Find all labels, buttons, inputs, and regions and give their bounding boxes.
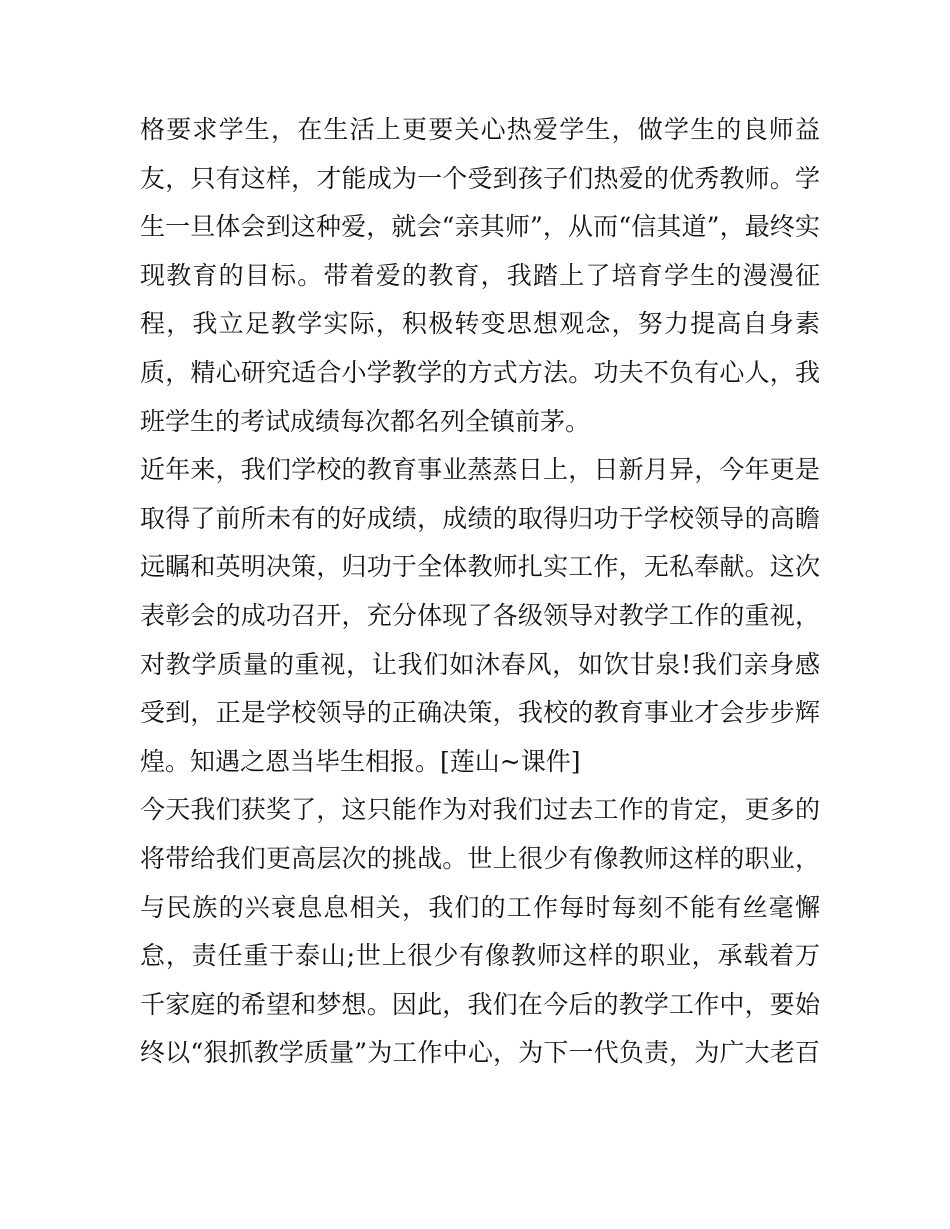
text-line: 远瞩和英明决策，归功于全体教师扎实工作，无私奉献。这次 — [140, 552, 820, 582]
text-line: 千家庭的希望和梦想。因此，我们在今后的教学工作中，要始 — [140, 989, 820, 1019]
text-line: 怠，责任重于泰山;世上很少有像教师这样的职业，承载着万 — [140, 941, 820, 971]
text-line: 近年来，我们学校的教育事业蒸蒸日上，日新月异，今年更是 — [140, 455, 820, 485]
text-line: 生一旦体会到这种爱，就会“亲其师”，从而“信其道”，最终实 — [140, 212, 820, 242]
text-line: 质，精心研究适合小学教学的方式方法。功夫不负有心人，我 — [140, 357, 820, 387]
text-line: 取得了前所未有的好成绩，成绩的取得归功于学校领导的高瞻 — [140, 503, 820, 533]
paragraph-2 — [140, 446, 820, 786]
text-line: 现教育的目标。带着爱的教育，我踏上了培育学生的漫漫征 — [140, 260, 820, 290]
document-body — [140, 106, 820, 1078]
text-line: 对教学质量的重视，让我们如沐春风，如饮甘泉!我们亲身感 — [140, 649, 820, 679]
text-line: 程，我立足教学实际，积极转变思想观念，努力提高自身素 — [140, 309, 820, 339]
text-line: 煌。知遇之恩当毕生相报。[莲山~课件] — [140, 746, 581, 776]
text-line: 今天我们获奖了，这只能作为对我们过去工作的肯定，更多的 — [140, 795, 820, 825]
text-line: 与民族的兴衰息息相关，我们的工作每时每刻不能有丝毫懈 — [140, 892, 820, 922]
text-line: 终以“狠抓教学质量”为工作中心，为下一代负责，为广大老百 — [140, 1038, 820, 1068]
text-line: 受到，正是学校领导的正确决策，我校的教育事业才会步步辉 — [140, 698, 820, 728]
text-line: 班学生的考试成绩每次都名列全镇前茅。 — [140, 406, 591, 436]
text-line: 格要求学生，在生活上更要关心热爱学生，做学生的良师益 — [140, 115, 820, 144]
text-line: 友，只有这样，才能成为一个受到孩子们热爱的优秀教师。学 — [140, 163, 820, 193]
text-line: 将带给我们更高层次的挑战。世上很少有像教师这样的职业， — [140, 843, 820, 873]
text-line: 表彰会的成功召开，充分体现了各级领导对教学工作的重视， — [140, 600, 820, 630]
paragraph-1 — [140, 106, 820, 446]
paragraph-3 — [140, 786, 820, 1078]
